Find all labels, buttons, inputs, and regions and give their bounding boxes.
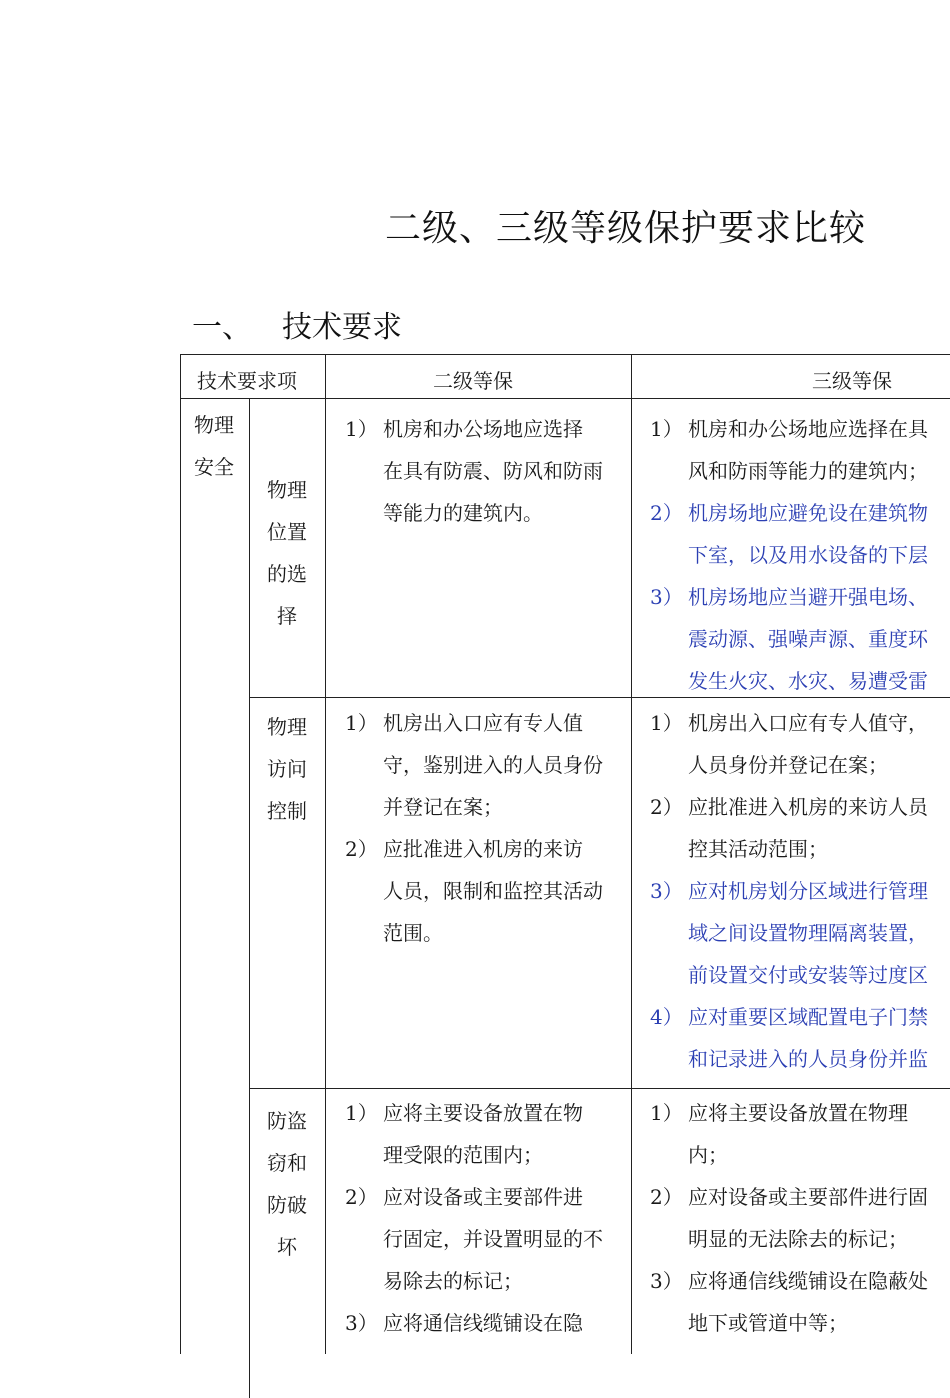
level3-item-number: 1） (650, 1101, 683, 1125)
level3-item-text: 和记录进入的人员身份并监 (688, 1047, 928, 1071)
level3-item-text: 机房场地应避免设在建筑物 (688, 501, 928, 525)
level2-item-text: 理受限的范围内； (383, 1143, 543, 1167)
level3-item-text: 应将主要设备放置在物理 (688, 1101, 908, 1125)
section-title: 技术要求 (282, 310, 402, 345)
level3-item-text: 下室，以及用水设备的下层 (688, 543, 928, 567)
level3-item-text: 机房场地应当避开强电场、 (688, 585, 928, 609)
level3-item-text: 应批准进入机房的来访人员 (688, 795, 928, 819)
level3-item-number: 1） (650, 417, 683, 441)
level2-item-text: 应将通信线缆铺设在隐 (383, 1311, 583, 1335)
level3-item-text: 应对机房划分区域进行管理 (688, 879, 928, 903)
header-item: 技术要求项 (197, 369, 297, 393)
level2-item-text: 人员，限制和监控其活动 (383, 879, 603, 903)
level2-item-number: 3） (345, 1311, 378, 1335)
level2-item-text: 应对设备或主要部件进 (383, 1185, 583, 1209)
level3-item-text: 应将通信线缆铺设在隐蔽处 (688, 1269, 928, 1293)
level3-item-number: 2） (650, 795, 683, 819)
section-heading (192, 302, 402, 346)
level2-item-text: 在具有防震、防风和防雨 (383, 459, 603, 483)
level3-item-text: 域之间设置物理隔离装置， (688, 921, 928, 945)
level2-item-text: 并登记在案； (383, 795, 503, 819)
level3-item-text: 风和防雨等能力的建筑内； (688, 459, 928, 483)
requirements-table (180, 354, 950, 1354)
level3-item-number: 3） (650, 585, 683, 609)
subcategory-1: 物理 访问 控制 (267, 715, 307, 823)
header-level3: 三级等保 (812, 369, 892, 393)
section-number: 一、 (192, 310, 252, 345)
level3-item-number: 2） (650, 1185, 683, 1209)
level3-item-text: 地下或管道中等； (688, 1311, 848, 1335)
level3-item-text: 机房和办公场地应选择在具 (688, 417, 928, 441)
level2-item-text: 机房和办公场地应选择 (383, 417, 583, 441)
subcategory-2: 防盗 窃和 防破 坏 (267, 1109, 307, 1259)
level3-item-text: 应对设备或主要部件进行固 (688, 1185, 928, 1209)
level2-item-number: 1） (345, 1101, 378, 1125)
level2-item-number: 1） (345, 711, 378, 735)
level3-item-text: 机房出入口应有专人值守， (688, 711, 928, 735)
category-physical-security: 物理 安全 (194, 413, 234, 479)
level2-item-text: 等能力的建筑内。 (383, 501, 543, 525)
level3-item-number: 4） (650, 1005, 683, 1029)
level3-item-number: 1） (650, 711, 683, 735)
level3-item-number: 3） (650, 879, 683, 903)
level3-item-text: 人员身份并登记在案； (688, 753, 888, 777)
level3-item-text: 发生火灾、水灾、易遭受雷 (688, 669, 928, 693)
document-title: 二级、三级等级保护要求比较 (385, 208, 867, 249)
level2-item-text: 范围。 (383, 921, 443, 945)
level2-item-text: 应将主要设备放置在物 (383, 1101, 583, 1125)
level3-item-number: 3） (650, 1269, 683, 1293)
level3-item-text: 明显的无法除去的标记； (688, 1227, 908, 1251)
header-level2: 二级等保 (433, 369, 513, 393)
level2-item-number: 2） (345, 837, 378, 861)
level2-item-text: 行固定，并设置明显的不 (383, 1227, 603, 1251)
level3-item-number: 2） (650, 501, 683, 525)
level2-item-text: 易除去的标记； (383, 1269, 523, 1293)
level3-item-text: 控其活动范围； (688, 837, 828, 861)
subcategory-0: 物理 位置 的选 择 (267, 478, 307, 628)
level2-item-number: 2） (345, 1185, 378, 1209)
level3-item-text: 震动源、强噪声源、重度环 (688, 627, 928, 651)
level3-item-text: 前设置交付或安装等过度区 (688, 963, 928, 987)
level2-item-text: 守，鉴别进入的人员身份 (383, 753, 603, 777)
level2-item-text: 机房出入口应有专人值 (383, 711, 583, 735)
level3-item-text: 内； (688, 1143, 728, 1167)
level2-item-text: 应批准进入机房的来访 (383, 837, 583, 861)
level3-item-text: 应对重要区域配置电子门禁 (688, 1005, 928, 1029)
level2-item-number: 1） (345, 417, 378, 441)
